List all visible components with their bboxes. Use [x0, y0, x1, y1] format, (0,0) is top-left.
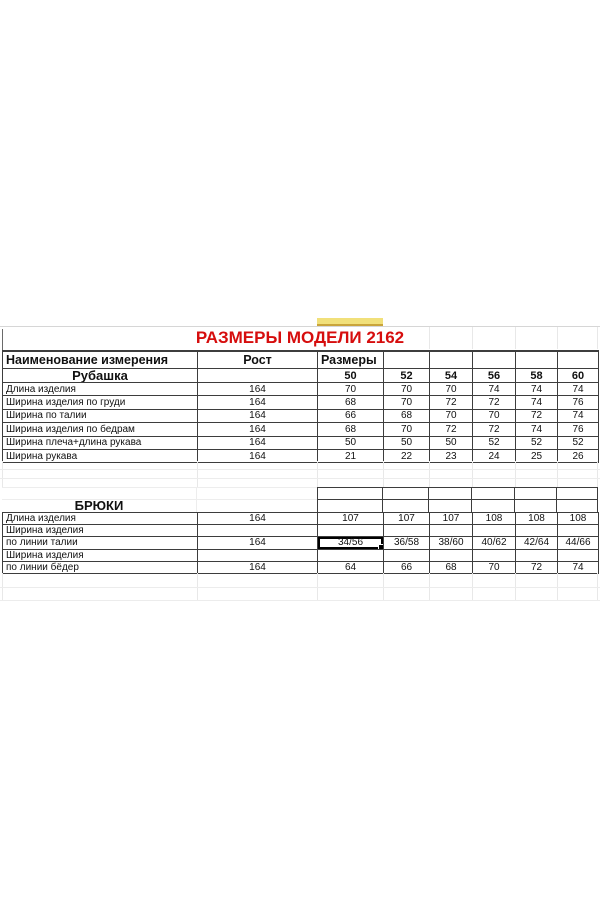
- value-cell[interactable]: 76: [558, 423, 599, 436]
- row-label[interactable]: Ширина плеча+длина рукава: [3, 437, 198, 450]
- value-cell[interactable]: 72: [473, 396, 516, 409]
- value-cell[interactable]: 64: [318, 562, 384, 574]
- fill-handle[interactable]: [378, 544, 384, 550]
- gridline: [197, 461, 198, 487]
- gridline: [0, 478, 600, 479]
- value-cell[interactable]: 108: [516, 513, 558, 525]
- value-cell[interactable]: 108: [473, 513, 516, 525]
- empty-cell[interactable]: [384, 352, 430, 369]
- row-label[interactable]: Ширина изделия: [3, 550, 198, 562]
- size-column-header[interactable]: 52: [384, 369, 430, 383]
- value-cell[interactable]: [384, 550, 430, 562]
- value-cell[interactable]: 21: [318, 450, 384, 463]
- empty-cell[interactable]: [317, 500, 383, 513]
- height-cell[interactable]: [198, 550, 318, 562]
- value-cell[interactable]: [318, 550, 384, 562]
- row-label[interactable]: Ширина изделия по груди: [3, 396, 198, 409]
- row-label[interactable]: по линии бёдер: [3, 562, 198, 574]
- empty-cell[interactable]: [515, 487, 557, 500]
- value-cell[interactable]: 76: [558, 396, 599, 409]
- empty-cell[interactable]: [558, 352, 599, 369]
- empty-cell[interactable]: [317, 487, 383, 500]
- height-cell[interactable]: 164: [198, 396, 318, 409]
- value-cell[interactable]: 68: [318, 423, 384, 436]
- value-cell[interactable]: [318, 525, 384, 537]
- gridline: [597, 461, 598, 487]
- value-cell[interactable]: 52: [558, 437, 599, 450]
- gridline: [472, 461, 473, 487]
- gridline: [429, 461, 430, 487]
- height-cell[interactable]: [198, 525, 318, 537]
- height-cell[interactable]: 164: [198, 410, 318, 423]
- value-cell[interactable]: 52: [516, 437, 558, 450]
- value-cell[interactable]: 107: [430, 513, 473, 525]
- gridline: [0, 600, 600, 601]
- empty-cell[interactable]: [429, 487, 472, 500]
- height-cell[interactable]: 164: [198, 450, 318, 463]
- model-title[interactable]: РАЗМЕРЫ МОДЕЛИ 2162: [195, 328, 405, 347]
- value-cell[interactable]: 26: [558, 450, 599, 463]
- value-cell[interactable]: 68: [318, 396, 384, 409]
- value-cell[interactable]: 25: [516, 450, 558, 463]
- empty-cell[interactable]: [197, 487, 317, 500]
- empty-cell[interactable]: [430, 352, 473, 369]
- trousers-section-label[interactable]: БРЮКИ: [2, 500, 197, 513]
- value-cell[interactable]: [430, 525, 473, 537]
- height-cell[interactable]: 164: [198, 383, 318, 396]
- empty-cell[interactable]: [557, 500, 598, 513]
- size-column-header[interactable]: 58: [516, 369, 558, 383]
- selected-cell[interactable]: [318, 537, 384, 549]
- row-label[interactable]: Ширина изделия: [3, 525, 198, 537]
- value-cell[interactable]: 44/66: [558, 537, 599, 549]
- value-cell[interactable]: 72: [430, 423, 473, 436]
- value-cell[interactable]: 74: [558, 562, 599, 574]
- value-cell[interactable]: 70: [384, 383, 430, 396]
- row-label[interactable]: по линии талии: [3, 537, 198, 549]
- value-cell[interactable]: 22: [384, 450, 430, 463]
- value-cell[interactable]: 70: [473, 562, 516, 574]
- value-cell[interactable]: 107: [318, 513, 384, 525]
- header-sizes[interactable]: Размеры: [318, 352, 384, 369]
- value-cell[interactable]: 50: [318, 437, 384, 450]
- value-cell[interactable]: 107: [384, 513, 430, 525]
- row-label[interactable]: Ширина по талии: [3, 410, 198, 423]
- value-cell[interactable]: [558, 550, 599, 562]
- value-cell[interactable]: 74: [516, 396, 558, 409]
- value-cell[interactable]: 52: [473, 437, 516, 450]
- value-cell[interactable]: 74: [516, 383, 558, 396]
- gridline: [515, 461, 516, 487]
- value-cell[interactable]: 72: [430, 396, 473, 409]
- trousers-header-block: [2, 487, 598, 512]
- value-cell[interactable]: [516, 550, 558, 562]
- gridline: [383, 461, 384, 487]
- value-cell[interactable]: 70: [318, 383, 384, 396]
- empty-cell[interactable]: [557, 487, 598, 500]
- size-column-header[interactable]: 50: [318, 369, 384, 383]
- empty-cell[interactable]: [383, 487, 429, 500]
- gridline: [0, 587, 600, 588]
- empty-cell[interactable]: [516, 352, 558, 369]
- empty-cell[interactable]: [472, 500, 515, 513]
- value-cell[interactable]: [473, 550, 516, 562]
- height-cell[interactable]: 164: [198, 537, 318, 549]
- highlighted-cell-yellow[interactable]: [317, 318, 383, 326]
- empty-cell[interactable]: [383, 500, 429, 513]
- value-cell[interactable]: 68: [430, 562, 473, 574]
- value-cell[interactable]: 70: [430, 410, 473, 423]
- value-cell[interactable]: [430, 550, 473, 562]
- gridline: [2, 461, 3, 487]
- value-cell[interactable]: 74: [558, 383, 599, 396]
- value-cell[interactable]: 40/62: [473, 537, 516, 549]
- value-cell[interactable]: 74: [473, 383, 516, 396]
- empty-cell[interactable]: [472, 487, 515, 500]
- empty-cell[interactable]: [429, 500, 472, 513]
- gridline: [557, 461, 558, 487]
- row-label[interactable]: Длина изделия: [3, 383, 198, 396]
- size-column-header[interactable]: 60: [558, 369, 599, 383]
- value-cell[interactable]: 70: [384, 423, 430, 436]
- selected-cell-value: 34/56: [337, 537, 364, 549]
- value-cell[interactable]: 70: [430, 383, 473, 396]
- value-cell[interactable]: 24: [473, 450, 516, 463]
- value-cell[interactable]: [473, 525, 516, 537]
- value-cell[interactable]: 42/64: [516, 537, 558, 549]
- height-cell[interactable]: 164: [198, 423, 318, 436]
- value-cell[interactable]: [558, 525, 599, 537]
- empty-cell[interactable]: [197, 500, 317, 513]
- shirt-section-label[interactable]: Рубашка: [3, 369, 198, 383]
- value-cell[interactable]: 68: [384, 410, 430, 423]
- value-cell[interactable]: 72: [516, 410, 558, 423]
- value-cell[interactable]: 70: [384, 396, 430, 409]
- value-cell[interactable]: 74: [558, 410, 599, 423]
- height-cell[interactable]: 164: [198, 562, 318, 574]
- trousers-table: [2, 512, 599, 574]
- value-cell[interactable]: 74: [516, 423, 558, 436]
- row-label[interactable]: Длина изделия: [3, 513, 198, 525]
- empty-cell[interactable]: [473, 352, 516, 369]
- value-cell[interactable]: 72: [473, 423, 516, 436]
- gridline: [317, 461, 318, 487]
- value-cell[interactable]: 72: [516, 562, 558, 574]
- shirt-table: [2, 350, 599, 463]
- size-column-header[interactable]: 56: [473, 369, 516, 383]
- header-height[interactable]: Рост: [198, 352, 318, 369]
- row-label[interactable]: Ширина изделия по бедрам: [3, 423, 198, 436]
- value-cell[interactable]: 108: [558, 513, 599, 525]
- empty-cell[interactable]: [515, 500, 557, 513]
- empty-cell[interactable]: [198, 369, 318, 383]
- value-cell[interactable]: 23: [430, 450, 473, 463]
- height-cell[interactable]: 164: [198, 513, 318, 525]
- size-column-header[interactable]: 54: [430, 369, 473, 383]
- empty-cell[interactable]: [2, 487, 197, 500]
- value-cell[interactable]: 50: [430, 437, 473, 450]
- row-label[interactable]: Ширина рукава: [3, 450, 198, 463]
- value-cell[interactable]: 36/58: [384, 537, 430, 549]
- gridline: [0, 469, 600, 470]
- value-cell[interactable]: 66: [384, 562, 430, 574]
- value-cell[interactable]: [516, 525, 558, 537]
- height-cell[interactable]: 164: [198, 437, 318, 450]
- value-cell[interactable]: 50: [384, 437, 430, 450]
- value-cell[interactable]: 66: [318, 410, 384, 423]
- value-cell[interactable]: [384, 525, 430, 537]
- header-measurement-name[interactable]: Наименование измерения: [3, 352, 198, 369]
- value-cell[interactable]: 38/60: [430, 537, 473, 549]
- value-cell[interactable]: 70: [473, 410, 516, 423]
